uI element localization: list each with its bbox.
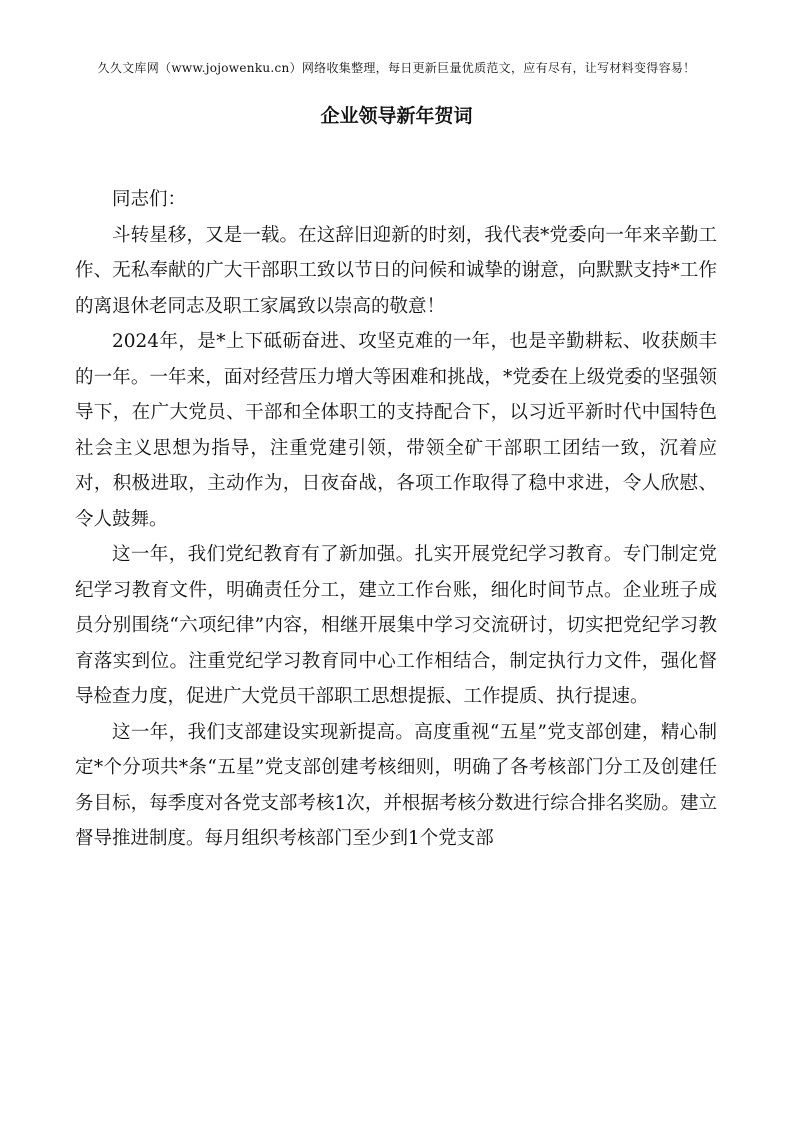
document-body xyxy=(75,182,717,857)
paragraph: 2024年，是*上下砥砺奋进、攻坚克难的一年，也是辛勤耕耘、收获颇丰的一年。一年来，面对经营压力增大等困难和挑战，*党委在上级党委的坚强领导下，在广大党员、干部和全体职工的支持配合下，以习近平新时代中国特色社会主义思想为指导，注重党建引领，带领全矿干部职工团结一致，沉着应对，积极进取，主动作为，日夜奋战，各项工作取得了稳中求进，令人欣慰、令人鼓舞。 xyxy=(75,331,717,530)
paragraph: 这一年，我们支部建设实现新提高。高度重视“五星”党支部创建，精心制定*个分项共*条“五星”党支部创建考核细则，明确了各考核部门分工及创建任务目标，每季度对各党支部考核1次，并根据考核分数进行综合排名奖励。建立督导推进制度。每月组织考核部门至少到1个党支部 xyxy=(75,721,717,849)
document-title: 企业领导新年贺词 xyxy=(320,105,473,127)
salutation: 同志们： xyxy=(112,189,187,210)
source-header-note: 久久文库网（www.jojowenku.cn）网络收集整理，每日更新巨量优质范文，应有尽有，让写材料变得容易！ xyxy=(97,61,696,75)
paragraph: 这一年，我们党纪教育有了新加强。扎实开展党纪学习教育。专门制定党纪学习教育文件，明确责任分工，建立工作台账，细化时间节点。企业班子成员分别围绕“六项纪律”内容，相继开展集中学习交流研讨，切实把党纪学习教育落实到位。注重党纪学习教育同中心工作相结合，制定执行力文件，强化督导检查力度，促进广大党员干部职工思想提振、工作提质、执行提速。 xyxy=(75,544,717,707)
paragraph: 斗转星移，又是一载。在这辞旧迎新的时刻，我代表*党委向一年来辛勤工作、无私奉献的广大干部职工致以节日的问候和诚挚的谢意，向默默支持*工作的离退休老同志及职工家属致以崇高的敬意！ xyxy=(75,224,717,317)
